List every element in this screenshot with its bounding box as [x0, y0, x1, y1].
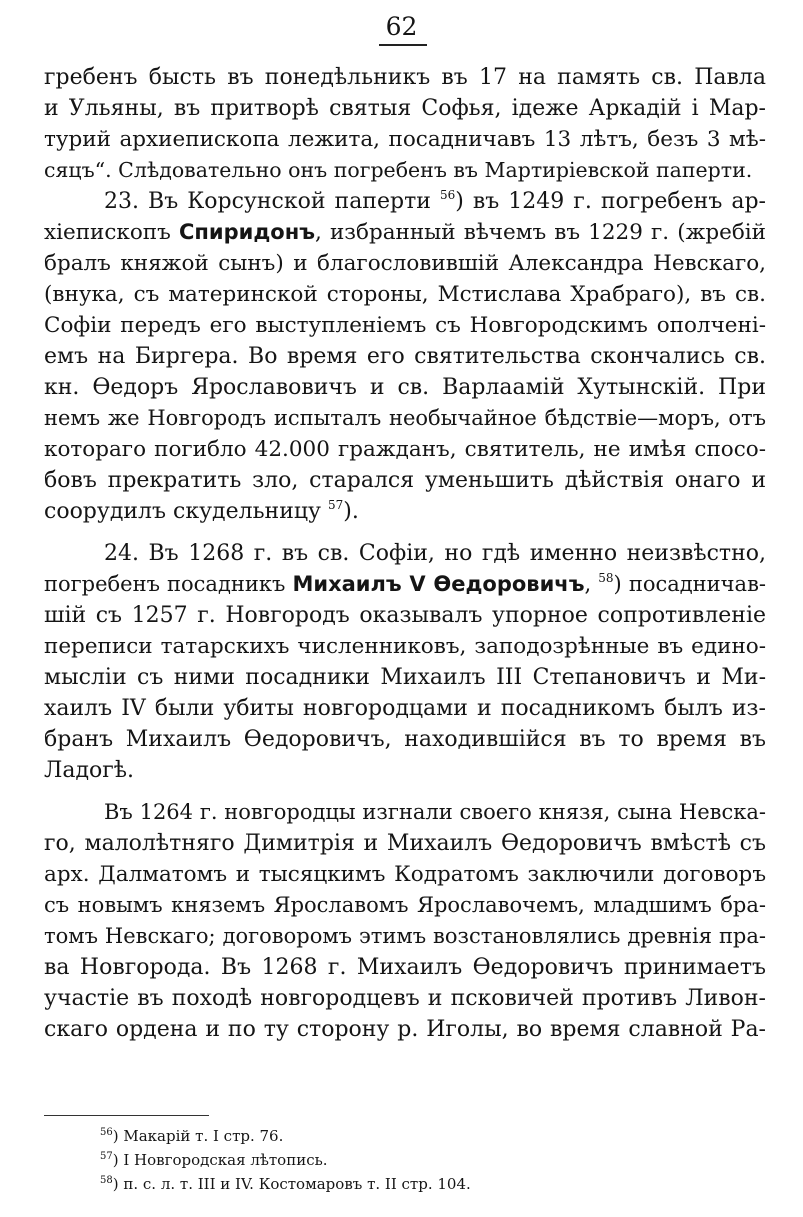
text-line: томъ Невскаго; договоромъ этимъ возстановлялись древнія пра-	[44, 924, 766, 948]
text-line: кн. Ѳедоръ Ярославовичъ и св. Варлаамій Хутынскій. При	[44, 375, 766, 400]
text-line: сяцъ“. Слѣдовательно онъ погребенъ въ Мартиріевской паперти.	[44, 158, 753, 182]
footnote: $^{57}$) I Новгородская лѣтопись.	[100, 1151, 328, 1169]
footnote: $^{58}$) п. с. л. т. III и IV. Костомаровъ т. II стр. 104.	[100, 1175, 471, 1193]
footnote-ref: 56	[439, 188, 456, 202]
text-line: Софіи передъ его выступленіемъ съ Новгородскимъ ополчені-	[44, 313, 766, 338]
text-line: арх. Далматомъ и тысяцкимъ Кодратомъ заключили договоръ	[44, 862, 766, 887]
text-line: бовъ прекратить зло, старался уменьшить дѣйствія онаго и	[44, 468, 766, 493]
footnote-ref: 57	[327, 498, 344, 512]
text-line: гребенъ бысть въ понедѣльникъ въ 17 на память св. Павла	[44, 65, 766, 90]
text-line: немъ же Новгородъ испыталъ необычайное бѣдствіе—моръ, отъ	[44, 406, 766, 430]
body-text	[44, 62, 766, 1045]
text-line: скаго ордена и по ту сторону р. Иголы, во время славной Ра-	[44, 1017, 766, 1042]
footnotes	[100, 1124, 700, 1196]
text-line: мысліи съ ними посадники Михаилъ III Степановичъ и Ми-	[44, 665, 766, 690]
text-line: шій съ 1257 г. Новгородъ оказывалъ упорное сопротивленіе	[44, 603, 766, 628]
text-line: и Ульяны, въ притворѣ святыя Софья, ідеже Аркадій і Мар-	[44, 96, 766, 121]
text-line: Ладогѣ.	[44, 758, 135, 783]
text-line: бралъ княжой сынъ) и благословившій Александра Невскаго,	[44, 251, 766, 276]
text-line: съ новымъ княземъ Ярославомъ Ярославочемъ, младшимъ бра-	[44, 893, 766, 917]
name-bold: Михаилъ V Ѳедоровичъ	[292, 572, 585, 596]
page-number: 62	[385, 12, 418, 41]
text-line: соорудилъ скудельницу $^{57}$).	[44, 498, 359, 524]
text-line: 24. Въ 1268 г. въ св. Софіи, но гдѣ именно неизвѣстно,	[104, 541, 766, 566]
name-bold: Спиридонъ	[178, 220, 315, 244]
text-line: хіепископъ Спиридонъ, избранный вѣчемъ въ 1229 г. (жребій	[44, 220, 766, 245]
footnote-separator	[44, 1115, 209, 1116]
text-line: ва Новгорода. Въ 1268 г. Михаилъ Ѳедоровичъ принимаетъ	[44, 955, 766, 980]
text-line: участіе въ походѣ новгородцевъ и псковичей противъ Ливон-	[44, 986, 766, 1011]
text-line: го, малолѣтняго Димитрія и Михаилъ Ѳедоровичъ вмѣстѣ съ	[44, 831, 766, 856]
text-line: турий архиепископа лежита, посадничавъ 13 лѣтъ, безъ 3 мѣ-	[44, 127, 766, 152]
text-line: погребенъ посадникъ Михаилъ V Ѳедоровичъ, $^{58}$) посадничав-	[44, 571, 766, 596]
text-line: котораго погибло 42.000 гражданъ, святитель, не имѣя спосо-	[44, 437, 766, 462]
text-line: Въ 1264 г. новгородцы изгнали своего князя, сына Невска-	[104, 800, 766, 824]
footnote-number: 56	[100, 1127, 113, 1138]
footnote-ref: 58	[598, 571, 614, 585]
text-line: бранъ Михаилъ Ѳедоровичъ, находившійся въ то время въ	[44, 727, 766, 752]
text-line: 23. Въ Корсунской паперти $^{56}$) въ 1249 г. погребенъ ар-	[104, 188, 766, 214]
text-line: емъ на Биргера. Во время его святительства скончались св.	[44, 344, 766, 369]
footnote: $^{56}$) Макарій т. I стр. 76.	[100, 1127, 284, 1145]
footnote-number: 58	[100, 1175, 113, 1186]
text-line: (внука, съ материнской стороны, Мстислава Храбраго), въ св.	[44, 282, 766, 307]
page-number-underline	[379, 44, 427, 46]
text-line: переписи татарскихъ численниковъ, заподозрѣнные въ едино-	[44, 634, 766, 659]
text-line: хаилъ IV были убиты новгородцами и посадникомъ былъ из-	[44, 696, 766, 721]
footnote-number: 57	[100, 1151, 113, 1162]
